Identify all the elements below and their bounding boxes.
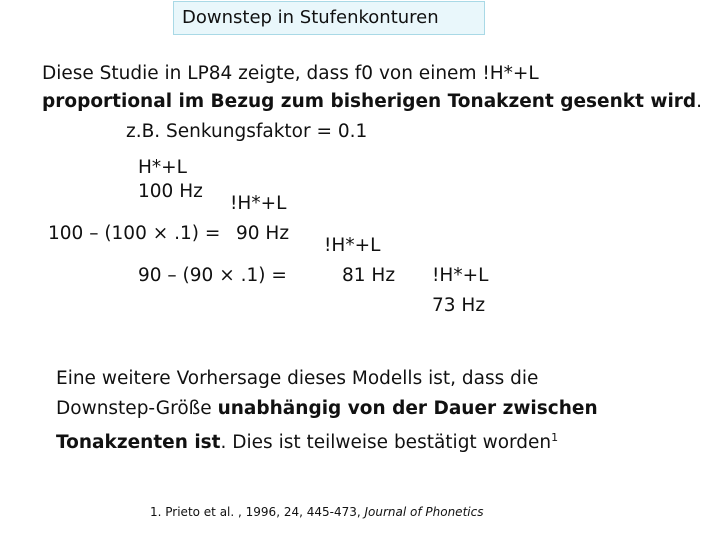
accent-1-label: H*+L [138,157,187,178]
prediction-line-3 [56,426,558,455]
footnote-journal: Journal of Phonetics [364,505,484,519]
intro-line-2 [42,90,702,114]
accent-2-label: !H*+L [230,193,287,214]
slide-title: Downstep in Stufenkonturen [173,1,485,35]
intro-line-2-bold: proportional im Bezug zum bisherigen Tonakzent gesenkt wird [42,91,697,112]
intro-line-2-tail: . [696,91,703,112]
accent-4-value: 73 Hz [432,295,486,316]
prediction-line-3-bold: Tonakzenten ist [56,432,221,454]
prediction-line-2-bold: unabhängig von der Dauer zwischen [217,398,598,419]
accent-3-label: !H*+L [324,235,381,256]
accent-1-value: 100 Hz [138,181,203,202]
footnote-marker: 1 [551,431,559,444]
calc-2: 90 – (90 × .1) = [138,265,287,286]
intro-line-3: z.B. Senkungsfaktor = 0.1 [126,121,368,142]
intro-line-1: Diese Studie in LP84 zeigte, dass f0 von einem !H*+L [42,63,539,84]
prediction-line-1: Eine weitere Vorhersage dieses Modells ist, dass die [56,368,539,389]
accent-4-label: !H*+L [432,265,489,286]
calc-1: 100 – (100 × .1) = [48,223,221,244]
accent-2-value: 90 Hz [236,223,290,244]
prediction-line-3-plain: . Dies ist teilweise bestätigt worden [220,432,552,454]
prediction-line-2 [56,397,598,421]
footnote [150,504,483,520]
accent-3-value: 81 Hz [342,265,396,286]
prediction-line-2-plain: Downstep-Größe [56,398,218,419]
footnote-text: 1. Prieto et al. , 1996, 24, 445-473, [150,505,365,519]
